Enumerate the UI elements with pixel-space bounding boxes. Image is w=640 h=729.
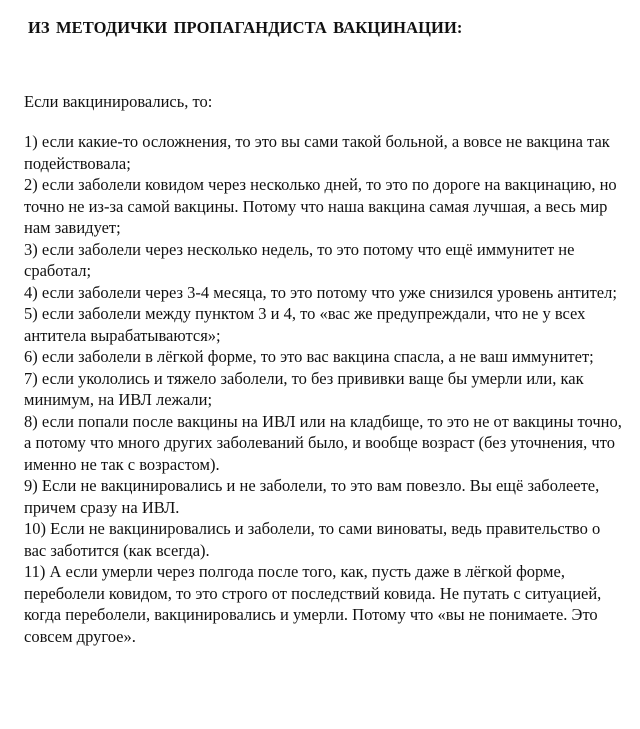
list-item-10: 10) Если не вакцинировались и заболели, то сами виноваты, ведь правительство о вас заботится (как всегда). (24, 519, 601, 560)
list-item-1: 1) если какие-то осложнения, то это вы сами такой больной, а вовсе не вакцина так подействовала; (24, 132, 610, 173)
list-item-7: 7) если укололись и тяжело заболели, то без прививки ваще бы умерли или, как минимум, на ИВЛ лежали; (24, 368, 584, 409)
list-item-6: 6) если заболели в лёгкой форме, то это вас вакцина спасла, а не ваш иммунитет; (24, 347, 594, 366)
list-item-11: 11) А если умерли через полгода после того, как, пусть даже в лёгкой форме, переболели ковидом, то это строго от последствий ковида. Не путать с ситуацией, когда переболели, вакцинировались и умерли. Потому что «вы не понимаете. Это совсем другое». (24, 562, 602, 646)
list-item-9: 9) Если не вакцинировались и не заболели, то это вам повезло. Вы ещё заболеете, причем сразу на ИВЛ. (24, 476, 600, 517)
intro-line: Если вакцинировались, то: (24, 92, 213, 111)
list-item-5: 5) если заболели между пунктом 3 и 4, то «вас же предупреждали, что не у всех антитела вырабатываются»; (24, 304, 586, 345)
numbered-list (24, 131, 622, 647)
list-item-4: 4) если заболели через 3-4 месяца, то это потому что уже снизился уровень антител; (24, 282, 617, 302)
list-item-2: 2) если заболели ковидом через несколько дней, то это по дороге на вакцинацию, но точно не из-за самой вакцины. Потому что наша вакцина самая лучшая, а весь мир нам завидует; (24, 175, 617, 237)
document-title: ИЗ МЕТОДИЧКИ ПРОПАГАНДИСТА ВАКЦИНАЦИИ: (28, 18, 463, 37)
list-item-8: 8) если попали после вакцины на ИВЛ или на кладбище, то это не от вакцины точно, а потому что много других заболеваний было, и вообще возраст (без уточнения, что именно не так с возрастом). (24, 411, 622, 474)
list-item-3: 3) если заболели через несколько недель, то это потому что ещё иммунитет не сработал; (24, 239, 575, 280)
